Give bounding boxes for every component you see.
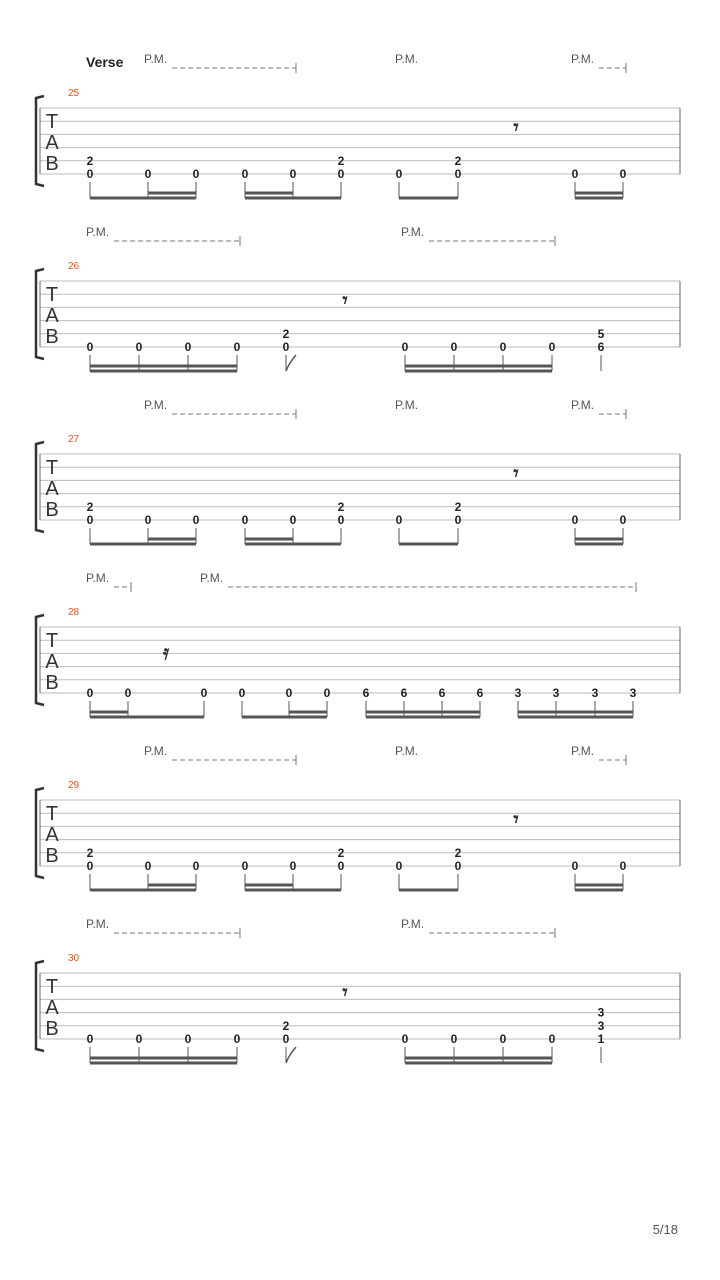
fret-number: 0 — [454, 513, 462, 527]
tab-note — [87, 154, 94, 198]
fret-number: 3 — [552, 686, 560, 700]
palm-mute-label: P.M. — [401, 917, 425, 931]
tab-clef-letter: A — [45, 651, 59, 673]
palm-mute — [395, 744, 418, 758]
fret-number: 0 — [401, 1032, 409, 1046]
tab-note — [201, 686, 208, 717]
palm-mute — [144, 744, 296, 765]
palm-mute-label: P.M. — [571, 398, 595, 412]
fret-number: 0 — [192, 513, 200, 527]
fret-number: 3 — [514, 686, 522, 700]
tab-system — [36, 571, 680, 717]
fret-number: 0 — [395, 513, 403, 527]
fret-number: 0 — [337, 513, 345, 527]
fret-number: 0 — [241, 167, 249, 181]
palm-mute-label: P.M. — [144, 52, 168, 66]
tab-clef-letter: T — [45, 457, 59, 479]
fret-number: 0 — [395, 167, 403, 181]
fret-number: 2 — [454, 845, 462, 860]
tab-clef-letter: T — [45, 630, 59, 652]
fret-number: 6 — [476, 686, 484, 700]
fret-number: 2 — [337, 499, 345, 514]
fret-number: 0 — [86, 686, 94, 700]
fret-number: 0 — [323, 686, 331, 700]
palm-mute-label: P.M. — [86, 571, 110, 585]
fret-number: 0 — [450, 1032, 458, 1046]
rest-symbol: 𝄾 — [513, 809, 519, 831]
tab-note — [598, 1006, 605, 1063]
palm-mute-label: P.M. — [571, 744, 595, 758]
bar-number: 29 — [68, 780, 80, 791]
tab-clef-letter: B — [45, 672, 59, 694]
palm-mute — [144, 398, 296, 419]
fret-number: 0 — [285, 686, 293, 700]
page-number: 5/18 — [652, 1222, 678, 1237]
tab-clef-letter: T — [45, 803, 59, 825]
bar-number: 26 — [68, 261, 80, 272]
fret-number: 0 — [499, 1032, 507, 1046]
tab-system — [36, 52, 680, 198]
fret-number: 3 — [597, 1018, 605, 1033]
tab-clef-letter: A — [45, 997, 59, 1019]
tab-system — [36, 225, 680, 371]
palm-mute — [200, 571, 636, 592]
tab-clef-letter: T — [45, 976, 59, 998]
fret-number: 0 — [238, 686, 246, 700]
palm-mute — [395, 398, 418, 412]
fret-number: 0 — [144, 167, 152, 181]
palm-mute — [395, 52, 418, 66]
palm-mute-label: P.M. — [144, 398, 168, 412]
fret-number: 0 — [571, 513, 579, 527]
fret-number: 0 — [289, 859, 297, 873]
fret-number: 0 — [395, 859, 403, 873]
fret-number: 0 — [454, 167, 462, 181]
fret-number: 0 — [184, 340, 192, 354]
fret-number: 0 — [454, 859, 462, 873]
fret-number: 0 — [124, 686, 132, 700]
tab-note — [239, 686, 246, 717]
fret-number: 0 — [144, 859, 152, 873]
fret-number: 2 — [282, 1018, 290, 1033]
fret-number: 0 — [548, 340, 556, 354]
tab-note — [396, 167, 403, 198]
fret-number: 0 — [184, 1032, 192, 1046]
fret-number: 2 — [86, 845, 94, 860]
fret-number: 0 — [241, 859, 249, 873]
tab-clef-letter: A — [45, 824, 59, 846]
section-label: Verse — [86, 54, 124, 70]
palm-mute — [144, 52, 296, 73]
tab-clef-letter: T — [45, 284, 59, 306]
bar-number: 25 — [68, 88, 80, 99]
tab-system — [36, 744, 680, 890]
fret-number: 0 — [86, 167, 94, 181]
palm-mute-label: P.M. — [144, 744, 168, 758]
fret-number: 0 — [86, 513, 94, 527]
fret-number: 6 — [597, 340, 605, 354]
fret-number: 0 — [86, 1032, 94, 1046]
palm-mute — [571, 744, 626, 765]
fret-number: 0 — [499, 340, 507, 354]
palm-mute — [571, 398, 626, 419]
fret-number: 0 — [135, 340, 143, 354]
palm-mute — [86, 917, 240, 938]
tab-system — [36, 398, 680, 544]
fret-number: 0 — [233, 340, 241, 354]
palm-mute-label: P.M. — [395, 398, 419, 412]
rest-symbol: 𝄾 — [342, 982, 348, 1004]
bar-number: 28 — [68, 607, 80, 618]
tab-note — [598, 327, 605, 371]
palm-mute-label: P.M. — [86, 225, 110, 239]
fret-number: 0 — [233, 1032, 241, 1046]
tab-system — [36, 917, 680, 1063]
palm-mute — [86, 571, 131, 592]
bar-number: 30 — [68, 953, 80, 964]
palm-mute-label: P.M. — [571, 52, 595, 66]
tab-clef-letter: B — [45, 499, 59, 521]
fret-number: 2 — [86, 499, 94, 514]
rest-symbol: 𝄿 — [162, 642, 170, 664]
tab-note — [396, 513, 403, 544]
fret-number: 3 — [629, 686, 637, 700]
rest-symbol: 𝄾 — [342, 290, 348, 312]
fret-number: 6 — [400, 686, 408, 700]
fret-number: 6 — [438, 686, 446, 700]
fret-number: 0 — [619, 859, 627, 873]
fret-number: 0 — [192, 167, 200, 181]
tab-note — [87, 500, 94, 544]
palm-mute — [86, 225, 240, 246]
rest-symbol: 𝄾 — [513, 117, 519, 139]
tab-note — [455, 846, 462, 890]
fret-number: 2 — [86, 153, 94, 168]
rest-symbol: 𝄾 — [513, 463, 519, 485]
fret-number: 0 — [289, 513, 297, 527]
tab-clef-letter: B — [45, 1018, 59, 1040]
tab-clef-letter: A — [45, 478, 59, 500]
tab-clef-letter: B — [45, 326, 59, 348]
fret-number: 0 — [282, 1032, 290, 1046]
tab-note — [338, 154, 345, 198]
fret-number: 0 — [619, 167, 627, 181]
fret-number: 2 — [454, 153, 462, 168]
palm-mute-label: P.M. — [401, 225, 425, 239]
tab-systems — [36, 52, 680, 1063]
fret-number: 0 — [401, 340, 409, 354]
tab-note — [396, 859, 403, 890]
note-flag — [286, 1047, 296, 1063]
fret-number: 0 — [241, 513, 249, 527]
fret-number: 0 — [450, 340, 458, 354]
tab-clef-letter: T — [45, 111, 59, 133]
tab-note — [455, 500, 462, 544]
tab-note — [87, 846, 94, 890]
fret-number: 0 — [192, 859, 200, 873]
note-flag — [286, 355, 296, 371]
fret-number: 5 — [597, 326, 605, 341]
fret-number: 0 — [548, 1032, 556, 1046]
fret-number: 0 — [289, 167, 297, 181]
tab-note — [338, 500, 345, 544]
fret-number: 0 — [282, 340, 290, 354]
palm-mute-label: P.M. — [395, 744, 419, 758]
fret-number: 2 — [337, 153, 345, 168]
fret-number: 0 — [337, 167, 345, 181]
palm-mute — [401, 917, 555, 938]
bar-number: 27 — [68, 434, 80, 445]
fret-number: 0 — [619, 513, 627, 527]
fret-number: 6 — [362, 686, 370, 700]
fret-number: 0 — [571, 167, 579, 181]
palm-mute-label: P.M. — [200, 571, 224, 585]
fret-number: 0 — [144, 513, 152, 527]
fret-number: 2 — [454, 499, 462, 514]
fret-number: 3 — [597, 1005, 605, 1020]
palm-mute — [571, 52, 626, 73]
palm-mute-label: P.M. — [86, 917, 110, 931]
tab-clef-letter: B — [45, 845, 59, 867]
fret-number: 0 — [135, 1032, 143, 1046]
palm-mute-label: P.M. — [395, 52, 419, 66]
fret-number: 1 — [597, 1032, 605, 1046]
fret-number: 0 — [86, 340, 94, 354]
fret-number: 2 — [282, 326, 290, 341]
tab-note — [338, 846, 345, 890]
fret-number: 0 — [86, 859, 94, 873]
fret-number: 0 — [571, 859, 579, 873]
tab-clef-letter: A — [45, 132, 59, 154]
fret-number: 2 — [337, 845, 345, 860]
palm-mute — [401, 225, 555, 246]
tab-clef-letter: B — [45, 153, 59, 175]
fret-number: 0 — [200, 686, 208, 700]
fret-number: 0 — [337, 859, 345, 873]
fret-number: 3 — [591, 686, 599, 700]
tab-clef-letter: A — [45, 305, 59, 327]
tab-note — [455, 154, 462, 198]
